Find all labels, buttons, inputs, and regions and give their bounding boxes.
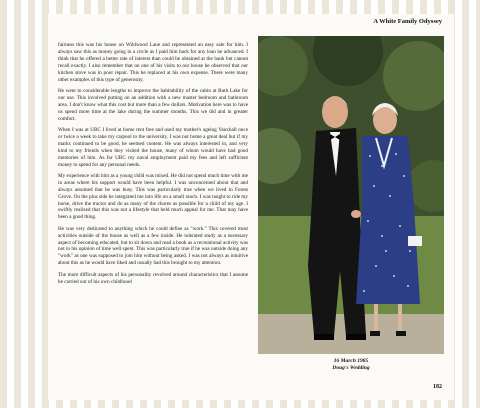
book-page [48,14,454,400]
paragraph: The more difficult aspects of his personality revolved around characteristics that I assume he carried out of his own childhood [58,271,248,285]
wedding-photo [258,36,444,354]
running-header: A White Family Odyssey [373,18,442,25]
paragraph: My experience with him as a young child was mixed. He did not spend much time with me in areas where his support would have been helpful. I was unconcerned about that and always assumed that he was busy. This was particularly true when we lived in Forest Grove. On the plus side he integrated me into life on a small ranch. I was taught to ride my horse, drive the tractor and do as many of the chores as possible for a child of my age. I swiftly realized that this was not a lifestyle that held much appeal for me. That may have been a good thing. [58,172,248,221]
paragraph: fairness this was his house on Wildwood Lane and represented an easy sale for him. I always saw this as money going in a circle as I paid him back for any loan he advanced. I think that he offered a better rate of interest than could be obtained at the bank but cannot recall exactly. I also remember that on one of his visits to our house he observed that our kitchen stove was in poor repair. This he replaced at his own expense. There were many other examples of this type of generosity. [58,42,248,83]
paragraph: He went to considerable lengths to improve the habitability of the cabin at Ruth Lake for our use. This involved putting on an addition with a new master bedroom and bathroom area. I don't know what this cost but more than a few dollars. Motivation here was to have us spend more time at the lake during the summer months. This we did and in greater comfort. [58,87,248,122]
caption-title: Doug's Wedding [332,365,370,372]
page-number: 182 [433,384,442,390]
paragraph: When I was at UBC I lived at home rent free and used my mother's ageing Vauxhall once or twice a week to take my carpool to the university. I was not home a great deal but if my marks continued to be good, he seemed content. He was always interested in, and very kind to my friends when they visited the house, many of whom would have had good memories of him. As for UBC my naval employment paid my fees and left sufficient money to spend for any personal needs. [58,126,248,168]
paragraph: He was very dedicated to anything which he could define as "work." This covered most activities outside of the house as well as a few inside. He tolerated study as a necessary aspect of becoming educated, but to sit down and read a book as a recreational activity was not in his opinion of time well spent. This was particularly true if he was outside doing any "work" as one was supposed to join him without being asked. I was not always as intuitive about this as he would have liked and usually had this brought to my attention. [58,225,248,267]
photo-caption [258,358,444,373]
caption-date: 16 March 1985 [333,358,369,364]
body-text-column [58,42,248,290]
